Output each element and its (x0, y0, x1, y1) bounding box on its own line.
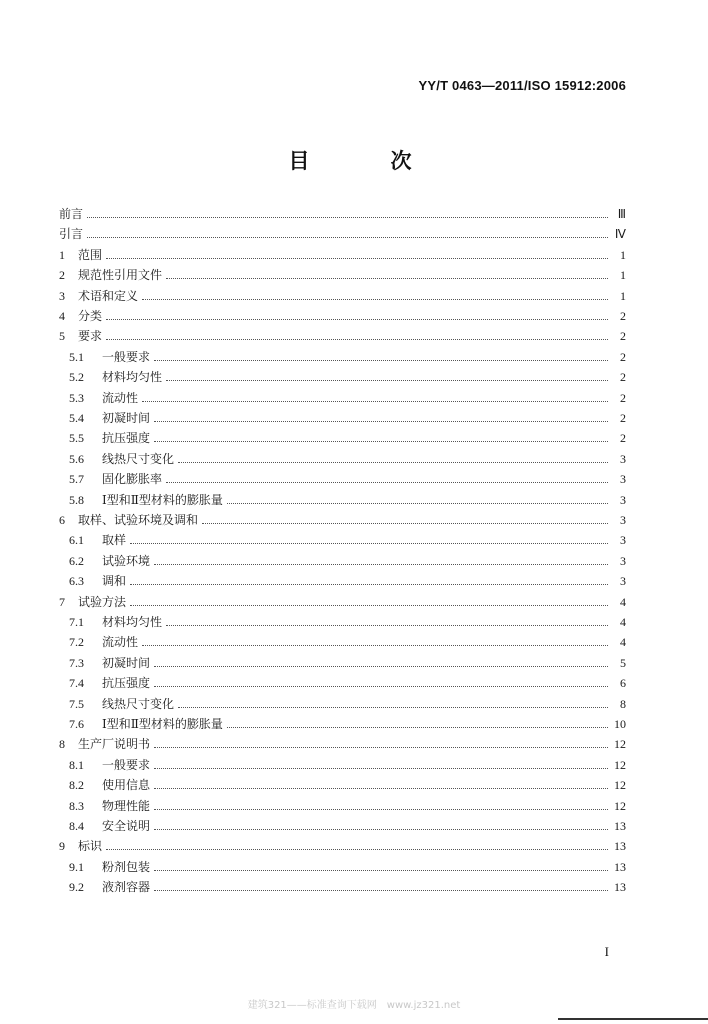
toc-entry-title: 要求 (78, 329, 103, 344)
toc-entry-number: 6 (59, 513, 65, 527)
toc-entry[interactable] (69, 716, 626, 732)
toc-entry-title: 物理性能 (102, 798, 151, 813)
dot-leader (154, 431, 608, 442)
toc-entry-page: 12 (614, 798, 626, 813)
toc-entry-page: 2 (620, 370, 626, 385)
toc-entry[interactable] (69, 492, 626, 508)
toc-entry-number: 5.7 (69, 472, 84, 487)
toc-entry-number: 5.2 (69, 370, 84, 385)
toc-entry-number: 3 (59, 288, 65, 303)
dot-leader (154, 737, 608, 748)
dot-leader (130, 595, 608, 606)
toc-entry-number: 1 (59, 247, 65, 262)
dot-leader (154, 411, 608, 422)
toc-entry-number: 5.1 (69, 349, 84, 364)
watermark-text: 建筑321——标准查询下载网 www.jz321.net (247, 1000, 461, 1011)
toc-entry-title: 引言 (59, 227, 84, 242)
dot-leader (178, 452, 608, 463)
toc-entry-page: 12 (614, 757, 626, 772)
toc-entry[interactable] (69, 655, 626, 671)
toc-entry-number: 7 (59, 594, 65, 609)
toc-entry-number: 5.8 (69, 492, 84, 507)
toc-entry-title: 材料均匀性 (102, 370, 163, 385)
toc-entry-title: 一般要求 (102, 757, 151, 772)
toc-entry-page: 3 (620, 492, 626, 507)
toc-entry-number: 9 (59, 839, 65, 854)
toc-entry-title: 抗压强度 (102, 676, 151, 691)
dot-leader (166, 615, 608, 626)
toc-entry-number: 5 (59, 329, 65, 344)
toc-title: 目 次 (288, 148, 442, 173)
toc-entry[interactable] (69, 859, 626, 875)
toc-entry[interactable] (69, 390, 626, 406)
toc-entry-page: 2 (620, 411, 626, 425)
toc-entry-number: 7.2 (69, 635, 84, 650)
toc-entry[interactable] (69, 369, 626, 385)
toc-entry-page: 8 (620, 696, 626, 711)
toc-entry[interactable] (59, 288, 626, 304)
toc-entry-title: 术语和定义 (78, 288, 139, 303)
toc-entry-title: 安全说明 (102, 819, 151, 833)
toc-entry-title: 规范性引用文件 (78, 268, 163, 283)
toc-entry-number: 8.1 (69, 757, 84, 772)
toc-entry-page: 10 (614, 717, 626, 731)
toc-entry[interactable] (69, 451, 626, 467)
dot-leader (166, 472, 608, 483)
toc-entry-number: 7.1 (69, 615, 84, 629)
toc-entry-page: 2 (620, 309, 626, 323)
dot-leader (154, 676, 608, 687)
toc-entry-title: 调和 (102, 574, 127, 589)
dot-leader (87, 207, 608, 218)
toc-entry-title: 初凝时间 (102, 655, 151, 670)
toc-entry-number: 6.2 (69, 553, 84, 568)
toc-entry[interactable] (69, 349, 626, 365)
toc-entry-page: 12 (614, 737, 626, 752)
toc-entry-number: 7.6 (69, 717, 84, 731)
dot-leader (130, 533, 608, 544)
toc-entry[interactable] (69, 798, 626, 814)
toc-entry-title: Ⅰ型和Ⅱ型材料的膨胀量 (102, 717, 223, 731)
dot-leader (106, 309, 608, 320)
dot-leader (142, 391, 608, 402)
dot-leader (142, 635, 608, 646)
toc-entry[interactable] (69, 430, 626, 446)
toc-entry-title: 试验方法 (78, 594, 127, 609)
toc-entry-title: 流动性 (102, 635, 139, 650)
toc-entry-title: 流动性 (102, 390, 139, 405)
toc-entry-number: 8.3 (69, 798, 84, 813)
dot-leader (154, 656, 608, 667)
toc-entry-page: 4 (620, 635, 626, 650)
toc-entry-page: 13 (614, 880, 626, 895)
toc-entry[interactable] (69, 675, 626, 691)
dot-leader (154, 554, 608, 565)
dot-leader (154, 778, 608, 789)
toc-entry[interactable] (59, 328, 626, 344)
toc-entry-title: 范围 (78, 247, 103, 262)
toc-entry-number: 8.4 (69, 819, 84, 833)
toc-entry-title: 液剂容器 (102, 880, 151, 895)
toc-entry[interactable] (69, 410, 626, 426)
toc-entry[interactable] (69, 696, 626, 712)
dot-leader (106, 839, 608, 850)
toc-entry-page: Ⅲ (617, 207, 626, 221)
toc-entry[interactable] (69, 634, 626, 650)
toc-entry-number: 4 (59, 309, 65, 323)
toc-entry-page: 4 (620, 615, 626, 629)
page-edge-line (558, 1018, 708, 1020)
toc-entry-number: 8 (59, 737, 65, 752)
toc-entry[interactable] (69, 879, 626, 895)
toc-entry-title: 固化膨胀率 (102, 472, 163, 487)
toc-entry-title: 试验环境 (102, 553, 151, 568)
toc-entry[interactable] (69, 614, 626, 630)
toc-entry-page: 2 (620, 431, 626, 446)
toc-entry-page: 3 (620, 472, 626, 487)
dot-leader (154, 799, 608, 810)
toc-entry-number: 7.3 (69, 655, 84, 670)
toc-entry-title: 使用信息 (102, 778, 151, 793)
toc-entry-page: 13 (614, 839, 626, 854)
toc-entry-page: Ⅳ (614, 227, 626, 242)
dot-leader (106, 329, 608, 340)
toc-entry-page: 1 (620, 288, 626, 303)
dot-leader (154, 880, 608, 891)
toc-entry-title: 抗压强度 (102, 431, 151, 446)
dot-leader (227, 717, 608, 728)
toc-entry[interactable] (59, 226, 626, 242)
toc-entry-page: 3 (620, 451, 626, 466)
toc-entry[interactable] (69, 532, 626, 548)
dot-leader (202, 513, 608, 524)
toc-entry-title: 前言 (59, 207, 84, 221)
toc-entry-number: 5.4 (69, 411, 84, 425)
toc-entry-title: 生产厂说明书 (78, 737, 151, 752)
toc-entry-title: 材料均匀性 (102, 615, 163, 629)
toc-entry-title: 初凝时间 (102, 411, 151, 425)
toc-entry-page: 3 (620, 513, 626, 527)
toc-entry-number: 5.5 (69, 431, 84, 446)
dot-leader (142, 289, 608, 300)
toc-entry-number: 2 (59, 268, 65, 283)
toc-entry-number: 7.5 (69, 696, 84, 711)
toc-entry-title: Ⅰ型和Ⅱ型材料的膨胀量 (102, 492, 223, 507)
dot-leader (166, 268, 608, 279)
toc-entry[interactable] (59, 308, 626, 324)
toc-entry-title: 标识 (78, 839, 103, 854)
toc-entry[interactable] (69, 818, 626, 834)
dot-leader (154, 860, 608, 871)
toc-entry-page: 2 (620, 390, 626, 405)
toc-entry-page: 2 (620, 349, 626, 364)
toc-entry[interactable] (69, 573, 626, 589)
toc-entry-title: 分类 (78, 309, 103, 323)
toc-entry-title: 取样、试验环境及调和 (78, 513, 199, 527)
page-folio: I (604, 944, 609, 959)
toc-entry-page: 13 (614, 819, 626, 833)
toc-entry-title: 粉剂包装 (102, 859, 151, 874)
toc-entry-page: 4 (620, 594, 626, 609)
toc-entry-page: 6 (620, 676, 626, 691)
toc-entry-number: 9.1 (69, 859, 84, 874)
toc-entry[interactable] (59, 512, 626, 528)
toc-entry-title: 一般要求 (102, 349, 151, 364)
dot-leader (87, 227, 608, 238)
toc-entry-page: 1 (620, 247, 626, 262)
dot-leader (227, 493, 608, 504)
toc-entry-number: 6.3 (69, 574, 84, 589)
toc-entry-title: 线热尺寸变化 (102, 696, 175, 711)
toc-entry[interactable] (59, 594, 626, 610)
toc-entry-page: 12 (614, 778, 626, 793)
dot-leader (130, 574, 608, 585)
toc-entry-number: 5.6 (69, 451, 84, 466)
toc-entry-page: 3 (620, 574, 626, 589)
toc-entry-page: 1 (620, 268, 626, 283)
toc-entry-number: 5.3 (69, 390, 84, 405)
dot-leader (178, 697, 608, 708)
toc-entry[interactable] (59, 267, 626, 283)
toc-entry[interactable] (69, 757, 626, 773)
dot-leader (154, 819, 608, 830)
toc-entry-page: 2 (620, 329, 626, 344)
toc-entry-number: 6.1 (69, 533, 84, 548)
toc-entry-page: 3 (620, 533, 626, 548)
toc-entry[interactable] (59, 247, 626, 263)
toc-entry[interactable] (59, 736, 626, 752)
dot-leader (106, 248, 608, 259)
toc-entry-number: 7.4 (69, 676, 84, 691)
toc-entry-number: 9.2 (69, 880, 84, 895)
toc-entry[interactable] (69, 553, 626, 569)
toc-entry[interactable] (59, 838, 626, 854)
toc-entry-number: 8.2 (69, 778, 84, 793)
toc-entry-page: 5 (620, 655, 626, 670)
toc-entry-title: 取样 (102, 533, 127, 548)
toc-entry[interactable] (69, 471, 626, 487)
toc-entry[interactable] (59, 206, 626, 222)
dot-leader (154, 350, 608, 361)
dot-leader (166, 370, 608, 381)
toc-entry-page: 3 (620, 553, 626, 568)
dot-leader (154, 758, 608, 769)
toc-entry-title: 线热尺寸变化 (102, 451, 175, 466)
toc-entry-page: 13 (614, 859, 626, 874)
toc-entry[interactable] (69, 777, 626, 793)
standard-number-header: YY/T 0463—2011/ISO 15912:2006 (418, 78, 626, 93)
